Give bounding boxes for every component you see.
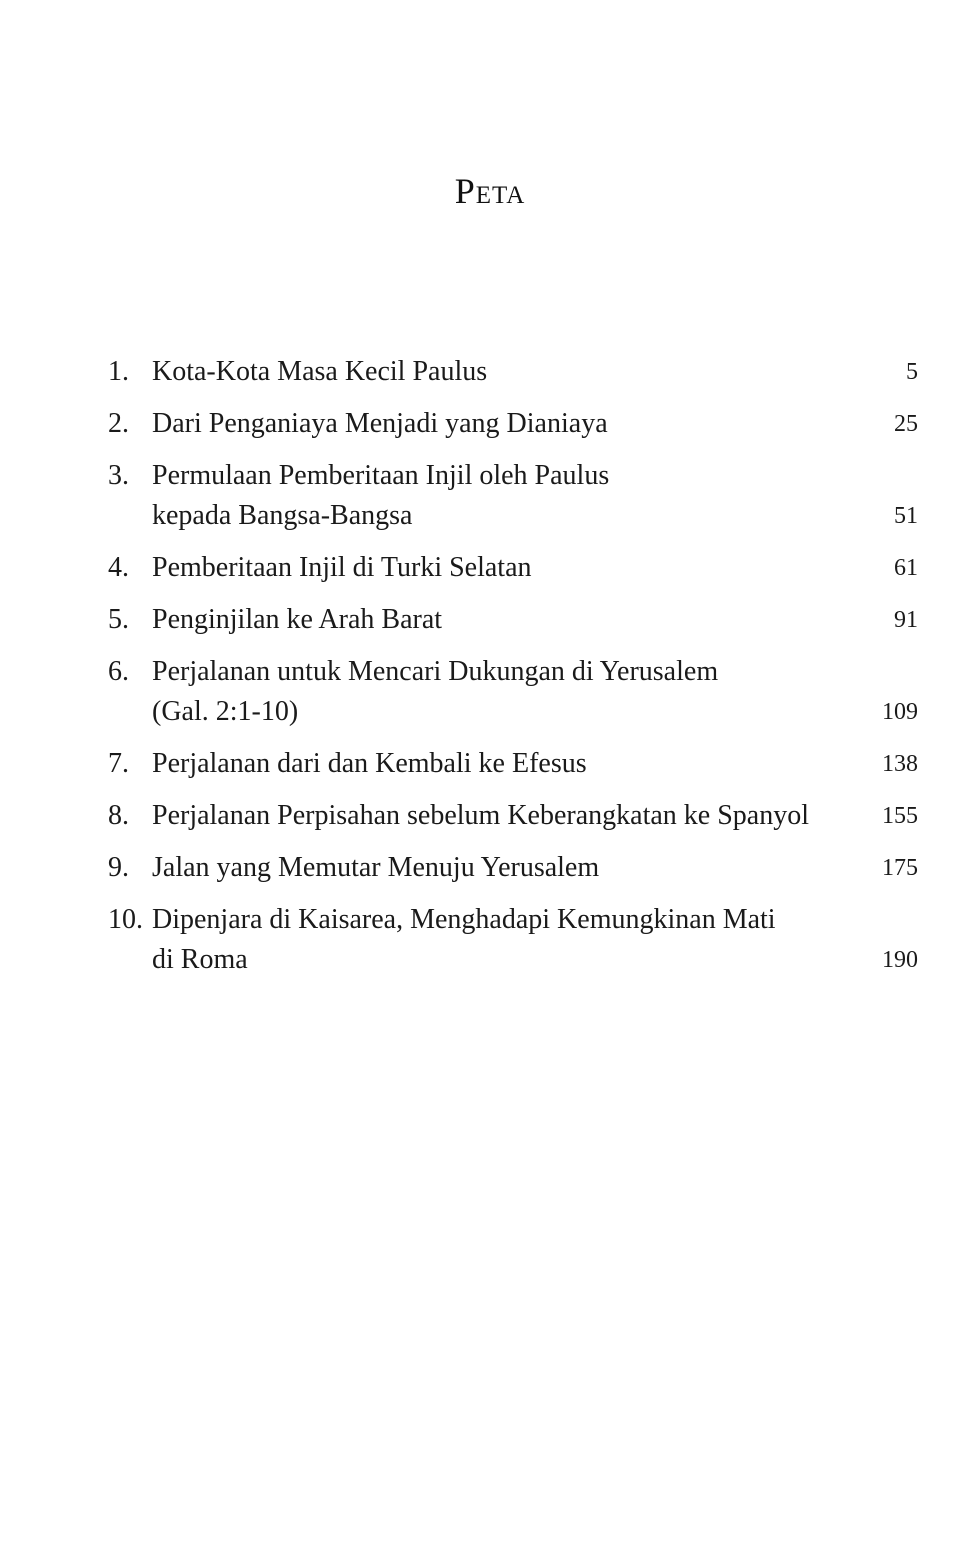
entry-title-line: Jalan yang Memutar Menuju Yerusalem <box>152 852 600 883</box>
entry-number: 2. <box>108 408 129 439</box>
entry-title-line: Permulaan Pemberitaan Injil oleh Paulus <box>152 460 610 491</box>
entry-title <box>152 900 918 980</box>
page-title: Peta <box>454 171 526 211</box>
toc-entry <box>108 848 918 888</box>
toc-entry <box>108 352 918 392</box>
entry-number: 9. <box>108 852 129 883</box>
toc-entry <box>108 548 918 588</box>
entry-title-line: Dari Penganiaya Menjadi yang Dianiaya <box>152 408 608 439</box>
entry-title-line: di Roma <box>152 944 248 975</box>
entry-number: 6. <box>108 656 129 687</box>
entry-title-line: Penginjilan ke Arah Barat <box>152 604 443 635</box>
entry-title <box>152 456 918 536</box>
entry-title-line: Pemberitaan Injil di Turki Selatan <box>152 552 532 583</box>
table-of-maps <box>108 352 918 992</box>
entry-number: 1. <box>108 356 129 387</box>
entry-title-line: Perjalanan dari dan Kembali ke Efesus <box>152 748 587 779</box>
entry-title-line: Perjalanan Perpisahan sebelum Keberangkatan ke Spanyol <box>152 800 810 831</box>
entry-page-number: 155 <box>882 803 918 829</box>
entry-page-number: 25 <box>894 411 918 437</box>
entry-number: 8. <box>108 800 129 831</box>
toc-entry <box>108 744 918 784</box>
entry-title <box>152 404 918 444</box>
entry-title <box>152 652 918 732</box>
entry-title-line: Dipenjara di Kaisarea, Menghadapi Kemungkinan Mati <box>152 904 776 935</box>
entry-title <box>152 600 918 640</box>
toc-entry <box>108 652 918 732</box>
entry-page-number: 61 <box>894 555 918 581</box>
entry-page-number: 190 <box>882 947 918 973</box>
entry-page-number: 5 <box>906 359 918 385</box>
entry-page-number: 175 <box>882 855 918 881</box>
toc-entry <box>108 796 918 836</box>
entry-number: 5. <box>108 604 129 635</box>
entry-title <box>152 796 918 836</box>
entry-title <box>152 548 918 588</box>
entry-title <box>152 744 918 784</box>
entry-page-number: 138 <box>882 751 918 777</box>
entry-number: 7. <box>108 748 129 779</box>
entry-title-line: Kota-Kota Masa Kecil Paulus <box>152 356 488 387</box>
entry-number: 4. <box>108 552 129 583</box>
entry-title <box>152 352 918 392</box>
entry-number: 10. <box>108 904 143 935</box>
entry-page-number: 109 <box>882 699 918 725</box>
toc-entry <box>108 404 918 444</box>
toc-entry <box>108 600 918 640</box>
entry-title-line: (Gal. 2:1-10) <box>152 696 299 727</box>
entry-title-line: kepada Bangsa-Bangsa <box>152 500 413 531</box>
toc-entry <box>108 900 918 980</box>
entry-page-number: 51 <box>894 503 918 529</box>
entry-title-line: Perjalanan untuk Mencari Dukungan di Yerusalem <box>152 656 719 687</box>
entry-title <box>152 848 918 888</box>
entry-page-number: 91 <box>894 607 918 633</box>
toc-entry <box>108 456 918 536</box>
entry-number: 3. <box>108 460 129 491</box>
